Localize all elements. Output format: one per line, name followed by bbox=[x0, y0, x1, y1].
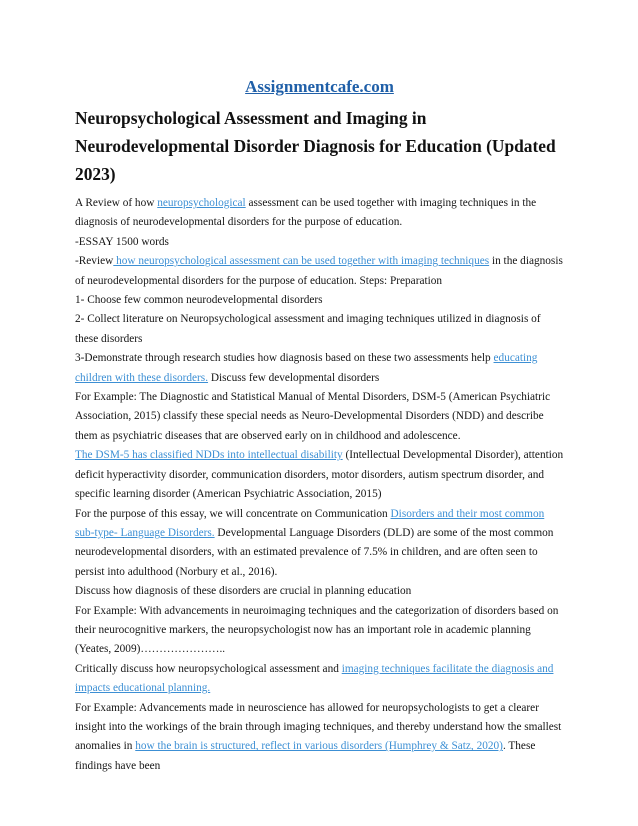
paragraph-review-intro bbox=[75, 194, 564, 233]
paragraph-essay-length: -ESSAY 1500 words bbox=[75, 235, 169, 248]
paragraph-step-1: 1- Choose few common neurodevelopmental disorders bbox=[75, 294, 323, 307]
title-line-1: Neuropsychological Assessment and Imaging in bbox=[75, 108, 427, 128]
link-educating-children[interactable]: educating children with these disorders. bbox=[75, 352, 538, 384]
paragraph-dsm5-classification bbox=[75, 446, 564, 504]
site-title-link[interactable]: Assignmentcafe.com bbox=[245, 77, 394, 96]
link-language-disorders[interactable]: Disorders and their most common sub-type- Language Disorders. bbox=[75, 507, 545, 539]
text: 3-Demonstrate through research studies how diagnosis based on these two assessments help bbox=[75, 352, 494, 365]
link-neuropsychological[interactable]: neuropsychological bbox=[157, 197, 246, 209]
document-title bbox=[75, 104, 564, 188]
text: Discuss few developmental disorders bbox=[208, 371, 380, 384]
link-assessment-imaging[interactable]: how neuropsychological assessment can be used together with imaging techniques bbox=[113, 255, 490, 268]
title-line-2: Neurodevelopmental Disorder Diagnosis for Education (Updated bbox=[75, 136, 556, 156]
link-dsm5-ndds[interactable]: The DSM-5 has classified NDDs into intellectual disability bbox=[75, 449, 343, 462]
text: A Review of how bbox=[75, 197, 158, 209]
paragraph-review-task bbox=[75, 252, 564, 291]
paragraph-neuroscience-example bbox=[75, 699, 564, 777]
text: Developmental Language Disorders (DLD) are some of the most common neurodevelopmental disorders, with an estimated prevalence of 7.5% in children, and are often seen to persist into adulthood (Norbury et al., 2016). bbox=[75, 526, 554, 578]
paragraph-critically-discuss bbox=[75, 660, 564, 699]
text: (Intellectual Developmental Disorder), attention deficit hyperactivity disorder, communication disorders, motor disorders, autism spectrum disorder, and specific learning disorder (American Psychiatric Association, 2015) bbox=[75, 449, 564, 501]
paragraph-neuroimaging-example: For Example: With advancements in neuroimaging techniques and the categorization of disorders based on their neurocognitive markers, the neuropsychologist now has an important role in academic planning (Yeates, 2009)………………….. bbox=[75, 604, 559, 656]
link-imaging-techniques[interactable]: imaging techniques facilitate the diagnosis and impacts educational planning. bbox=[75, 662, 554, 695]
paragraph-diagnosis-planning: Discuss how diagnosis of these disorders are crucial in planning education bbox=[75, 585, 412, 598]
text: assessment can be used together with imaging techniques in the diagnosis of neurodevelopmental disorders for the purpose of education. bbox=[75, 197, 537, 229]
paragraph-step-2: 2- Collect literature on Neuropsychological assessment and imaging techniques utilized in diagnosis of these disorders bbox=[75, 313, 541, 345]
text: For the purpose of this essay, we will concentrate on Communication bbox=[75, 507, 391, 520]
paragraph-step-3 bbox=[75, 349, 564, 388]
text: in the diagnosis of neurodevelopmental disorders for the purpose of education. Steps: Preparation bbox=[75, 255, 563, 287]
text: Critically discuss how neuropsychological assessment and bbox=[75, 662, 342, 675]
paragraph-communication-disorders bbox=[75, 505, 564, 583]
text: For Example: Advancements made in neuroscience has allowed for neuropsychologists to get a clearer insight into the workings of the brain through imaging techniques, and thereby understand how the smallest anomalies in bbox=[75, 701, 562, 753]
text: . These findings have been bbox=[75, 740, 536, 772]
text: -Review bbox=[75, 255, 114, 268]
link-brain-structure[interactable]: how the brain is structured, reflect in various disorders (Humphrey & Satz, 2020) bbox=[135, 740, 503, 753]
paragraph-dsm5-example: For Example: The Diagnostic and Statistical Manual of Mental Disorders, DSM-5 (American Psychiatric Association, 2015) classify these special needs as Neuro-Developmental Disorders (NDD) and describe them as psychiatric diseases that are observed early on in childhood and adolescence. bbox=[75, 391, 551, 442]
title-line-3: 2023) bbox=[75, 164, 116, 184]
